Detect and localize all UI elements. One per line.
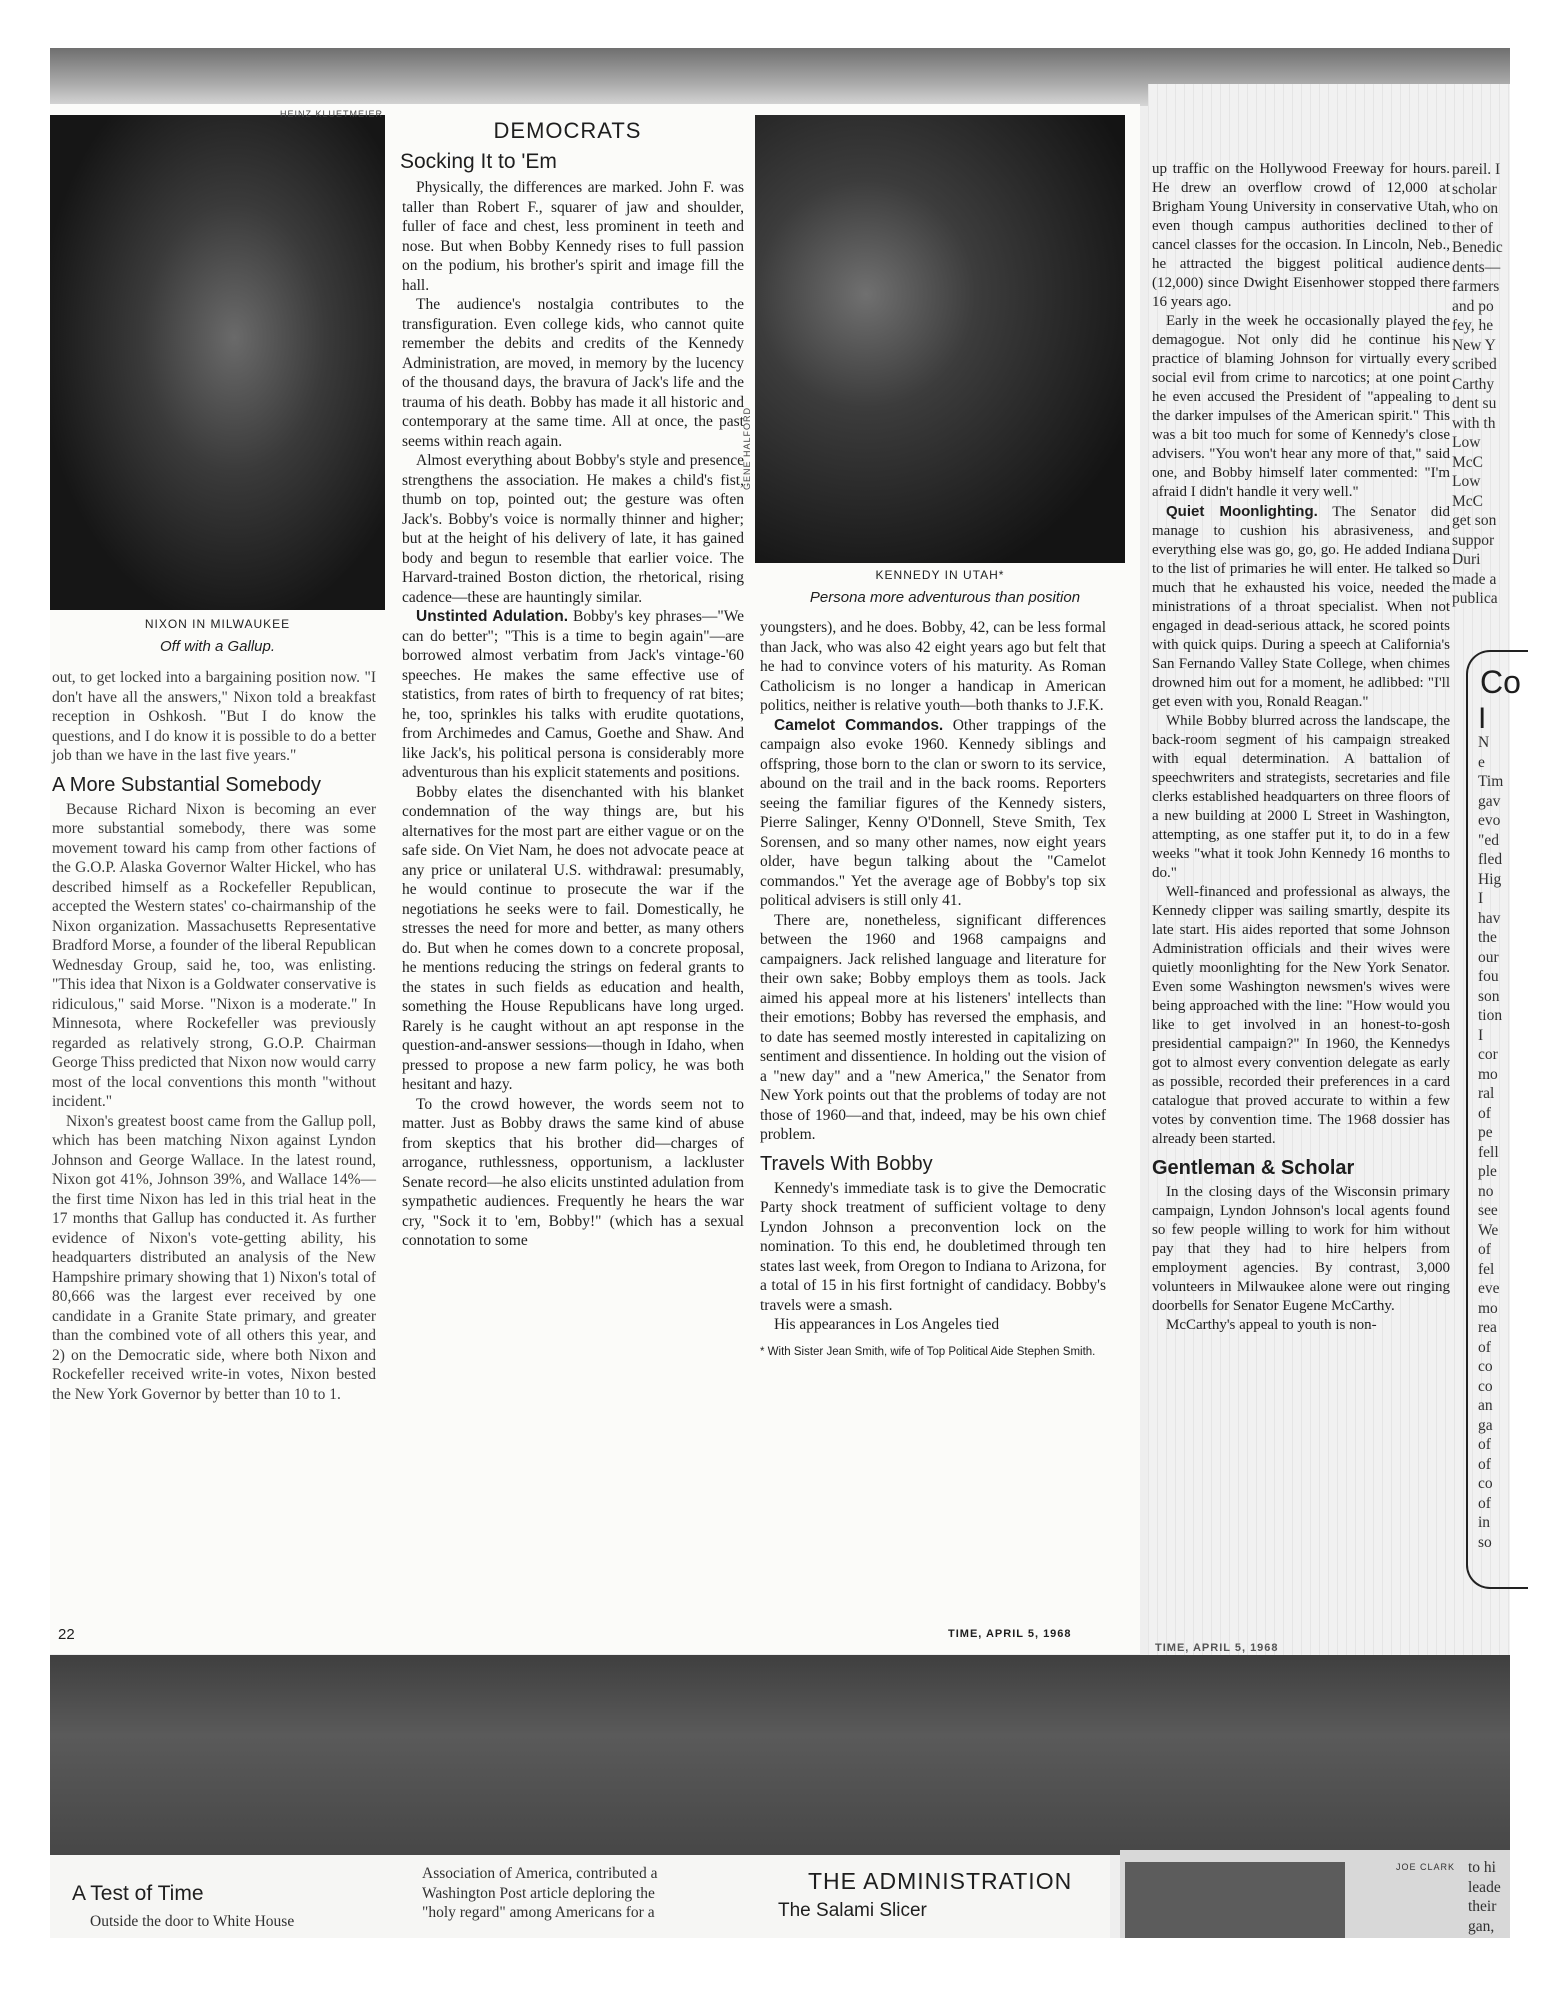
cutoff-line: farmers <box>1452 278 1500 295</box>
cutoff-strip <box>1452 160 1521 1640</box>
cutoff-line: pareil. I <box>1452 161 1501 178</box>
lead-in-text: The Senator did manage to cushion his abrasiveness, and everything else was go, go, go. He added Indiana to the list of primaries he will enter. He talked so much that he exhausted his voice, needed the ministrations of a throat specialist. When not engaged in dead-serious attack, he scored points with quick quips. During a speech at California's San Fernando Valley State College, when chimes drowned him out for a moment, he adlibbed: "I'll get even with you, Ronald Reagan." <box>1152 504 1450 710</box>
right-paragraph: His appearances in Los Angeles tied <box>774 1316 1000 1333</box>
cutoff-line: fel <box>1478 1260 1495 1278</box>
center-paragraph: To the crowd however, the words seem not to matter. Just as Bobby draws the same kind of abuse from skeptics that his brother did—charges of arrogance, ruthlessness, opportunism, a lackluster Senate record—he also elicits unstinted adulation from sympathetic audiences. Frequently he hears the war cry, "Sock it to 'em, Bobby!" (which has a sexual connotation to some <box>402 1095 744 1249</box>
cutoff-line: dent su <box>1452 395 1497 412</box>
cutoff-line: publica <box>1452 590 1498 607</box>
cutoff-line: of <box>1478 1436 1491 1453</box>
bottom-headline: The Salami Slicer <box>778 1900 927 1921</box>
lead-in-text: Other trappings of the campaign also evoke 1960. Kennedy siblings and offspring, those born to the clan or sworn to its service, abound on the trail and in the back rooms. Reporters seeing the familiar figures of the Kennedy sisters, Pierre Salinger, Kenny O'Donnell, Steve Smith, Tex Sorensen, and so many other names, now eight years older, have begun talking about the "Camelot commandos." Yet the average age of Bobby's top six political advisers is still only 41. <box>760 716 1106 909</box>
right-paragraph: youngsters), and he does. Bobby, 42, can be less formal than Jack, who was also 42 eight years ago but felt that he had to convince voters of his maturity. As Roman Catholicism is no longer a handicap in American politics, neither is relative youth—both thanks to J.F.K. <box>760 619 1106 714</box>
bottom-right-line: gan, <box>1468 1917 1495 1935</box>
cutoff-line: scholar <box>1452 180 1497 198</box>
cutoff-line: We <box>1478 1221 1499 1239</box>
cutoff-line: of <box>1478 1241 1491 1258</box>
center-column <box>402 178 744 1251</box>
cutoff-line: cor <box>1478 1046 1498 1063</box>
next-page-paragraph: McCarthy's appeal to youth is non- <box>1166 1317 1377 1333</box>
center-paragraph: Almost everything about Bobby's style and presence strengthens the association. He makes a child's fist, thumb on top, pointed out; the gesture was often Jack's. Bobby's voice is normally thinner and higher; but at the height of his delivery of late, it has gained body and begun to resemble that earlier voice. The Harvard-trained Boston diction, the rhetorical, rising cadence—these are hauntingly similar. <box>402 452 744 606</box>
cutoff-line: co <box>1478 1358 1493 1375</box>
cutoff-line: mo <box>1478 1065 1498 1083</box>
nixon-photo-caption: NIXON IN MILWAUKEE <box>144 617 291 631</box>
cutoff-line: Tim <box>1478 773 1504 790</box>
right-paragraph <box>760 716 1106 911</box>
next-page-paragraph: Early in the week he occasionally played the demagogue. Not only did he continue his practice of blaming Johnson for virtually every social evil from crime to narcotics; at one point he even accused the President of "appealing to the darker impulses of the American spirit." This was a bit too much for some of Kennedy's close advisers. "You won't hear any more of that," said one, and Bobby himself later commented: "I'm afraid I didn't handle it very well." <box>1152 313 1450 500</box>
cutoff-line: scribed <box>1452 356 1497 373</box>
cutoff-line: suppor <box>1452 531 1495 549</box>
cutoff-line: no <box>1478 1182 1494 1200</box>
next-page-paragraph <box>1152 502 1450 712</box>
kennedy-photo-credit: GENE HALFORD <box>742 406 752 490</box>
cutoff-line: our <box>1478 948 1499 966</box>
cutoff-line: fled <box>1478 851 1503 868</box>
cutoff-line: ther of <box>1452 219 1493 237</box>
cutoff-line: pe <box>1478 1124 1493 1141</box>
scan-dark-band <box>50 1655 1510 1855</box>
center-paragraph: The audience's nostalgia contributes to the transfiguration. Even college kids, who cannot quite remember the debits and credits of the Kennedy Administration, are moved, in memory by the lucency of the thousand days, the bravura of Jack's life and the trauma of his death. Bobby has made it all historic and contemporary at the same time. All at once, the past seems within reach again. <box>402 296 744 450</box>
next-page-paragraph: In the closing days of the Wisconsin primary campaign, Lyndon Johnson's local agents found so few people willing to work for him without pay that they had to hire helpers from employment agencies. By contrast, 3,000 volunteers in Milwaukee alone were out ringing doorbells for Senator Eugene McCarthy. <box>1152 1184 1450 1314</box>
cutoff-line: N <box>1478 734 1490 751</box>
next-page-footer: TIME, APRIL 5, 1968 <box>1155 1642 1279 1654</box>
bottom-middle-column <box>422 1864 752 1923</box>
cutoff-line: Low <box>1452 434 1481 451</box>
cutoff-line: tion <box>1478 1007 1503 1024</box>
left-paragraph: Nixon's greatest boost came from the Gallup poll, which has been matching Nixon against Lyndon Johnson and George Wallace. In the latest round, Nixon got 41%, Johnson 39%, and Wallace 14%—the first time Nixon has led in this trial heat in the 17 months that Gallup has conducted it. As further evidence of Nixon's vote-getting ability, his headquarters distributed an analysis of the New Hampshire primary showing that 1) Nixon's total of 80,666 was the largest ever received by one candidate in a Granite State primary, and greater than the combined vote of all others this year, and 2) on the Democratic side, where both Nixon and Rockefeller received write-in votes, Nixon bested the New York Governor by better than 10 to 1. <box>52 1112 376 1403</box>
cutoff-line: ple <box>1478 1163 1497 1180</box>
cutoff-line: made a <box>1452 570 1497 588</box>
right-column <box>760 618 1106 1360</box>
lead-in: Camelot Commandos. <box>774 716 944 734</box>
cutoff-line: Carthy <box>1452 375 1495 393</box>
cutoff-line: of <box>1478 1494 1491 1512</box>
nixon-photo-subcaption: Off with a Gallup. <box>159 638 276 655</box>
bottom-middle-line: Association of America, contributed a <box>422 1865 658 1882</box>
cutoff-line: New Y <box>1452 336 1496 354</box>
bottom-left-headline: A Test of Time <box>72 1882 204 1905</box>
nixon-photo <box>50 115 385 610</box>
cutoff-line: Hig <box>1478 870 1502 888</box>
cutoff-line: fell <box>1478 1143 1499 1161</box>
lead-in: Quiet Moonlighting. <box>1166 503 1318 520</box>
right-subhead: Travels With Bobby <box>760 1152 933 1175</box>
bottom-right-column <box>1468 1858 1510 1936</box>
cutoff-line: ral <box>1478 1085 1495 1102</box>
center-paragraph: Bobby elates the disenchanted with his blanket condemnation of the way things are, but his alternatives for the most part are either vague or on the safe side. On Viet Nam, he does not advocate peace at any price or unilateral U.S. withdrawal: presumably, he would continue to prosecute the war if the negotiations he seeks were to fail. Domestically, he stresses the need for more and better, as many others do. But when he comes down to a concrete proposal, he mentions reducing the strings on federal grants to the states in such fields as education and health, something the House Republicans have long urged. Rarely is he caught without an apt response in the question-and-answer sessions—though in Idaho, when pressed to propose a new farm policy, he was both hesitant and hazy. <box>402 783 744 1093</box>
bottom-middle-line: Washington Post article deploring the <box>422 1884 655 1902</box>
lead-in-text: Bobby's key phrases—"We can do better"; "This is a time to begin again"—are borrowed almost verbatim from Jack's vintage-'60 speeches. He makes the same effective use of statistics, from rates of birth to frequency of rat bites; he, too, sprinkles his talks with erudite quotations, from Archimedes and Camus, Goethe and Shaw. And like Jack's, his political persona is considerably more adventurous than his explicit statements and positions. <box>402 608 745 781</box>
kennedy-photo <box>755 115 1125 563</box>
center-paragraph <box>402 607 744 783</box>
cutoff-line: so <box>1478 1533 1492 1551</box>
cutoff-line: co <box>1478 1377 1493 1395</box>
cutoff-line: of <box>1478 1104 1491 1122</box>
bottom-section-title: THE ADMINISTRATION <box>808 1868 1073 1894</box>
boxed-article <box>1466 650 1528 1589</box>
cutoff-line: ga <box>1478 1416 1493 1434</box>
nixon-photo-credit: HEINZ KLUETMEIER <box>280 109 384 119</box>
boxed-article-initial: I <box>1478 702 1487 735</box>
cutoff-line: see <box>1478 1202 1498 1219</box>
cutoff-line: the <box>1478 929 1497 946</box>
cutoff-line: in <box>1478 1514 1491 1531</box>
cutoff-line: an <box>1478 1397 1493 1414</box>
cutoff-line: who on <box>1452 200 1499 217</box>
next-page-subhead: Gentleman & Scholar <box>1152 1157 1355 1179</box>
next-page-paragraph: Well-financed and professional as always, the Kennedy clipper was sailing smartly, despite its late start. His aides reported that some Johnson Administration officials and their wives were quietly moonlighting for the New York Senator. Even some Washington newsmen's wives were being approached with the line: "How would you like to get involved in an honest-to-gosh presidential campaign?" In 1960, the Kennedys got to almost every convention delegate as early as possible, recorded their preferences in a card catalogue that proved accurate to within a few votes by convention time. The 1968 dossier has already been started. <box>1152 884 1450 1147</box>
cutoff-line: fou <box>1478 968 1499 985</box>
cutoff-line: I <box>1478 1026 1484 1044</box>
right-paragraph: Kennedy's immediate task is to give the Democratic Party shock treatment of sufficient voltage to deny Lyndon Johnson a preconvention lock on the nomination. To this end, he doubletimed through ten states last week, from Oregon to Indiana to Arizona, for a total of 15 in his first fortnight of candidacy. Bobby's travels were a smash. <box>760 1179 1106 1314</box>
lead-in: Unstinted Adulation. <box>416 608 569 625</box>
cutoff-line: son <box>1478 987 1500 1005</box>
cutoff-line: McC <box>1452 453 1483 471</box>
bottom-photo <box>1125 1862 1345 1938</box>
bottom-right-line: leade <box>1468 1878 1501 1896</box>
next-page-column <box>1152 160 1450 1335</box>
bottom-left-text: Outside the door to White House <box>90 1913 295 1930</box>
footnote: * With Sister Jean Smith, wife of Top Political Aide Stephen Smith. <box>760 1345 1096 1358</box>
boxed-article-title: Co <box>1480 664 1521 700</box>
left-column-intro <box>52 668 376 766</box>
left-paragraph: out, to get locked into a bargaining position now. "I don't have all the answers," Nixon told a breakfast reception in Oshkosh. "But I do know the questions, and I do know it is possible to do a better job than we have in the last five years." <box>52 669 376 764</box>
left-column <box>52 668 376 1404</box>
cutoff-line: mo <box>1478 1299 1498 1317</box>
right-paragraph: There are, nonetheless, significant differences between the 1960 and 1968 campaigns and campaigners. Jack relished language and literature for their own sake; Bobby employs them as tools. Jack aimed his appeal more at his listeners' intellects than their emotions; Bobby has reversed the emphasis, and to date has seemed mostly interested in capitalizing on sentiment and dissentience. In holding out the vision of a "new day" and a "new America," the Senator from New York points out that the problems of today are not those of 1960—and that, indeed, may be his own chief problem. <box>760 911 1106 1143</box>
cutoff-line: evo <box>1478 812 1501 829</box>
page-footer: TIME, APRIL 5, 1968 <box>948 1628 1072 1640</box>
cutoff-line: of <box>1478 1455 1491 1473</box>
cutoff-line: "ed <box>1478 831 1499 849</box>
cutoff-line: eve <box>1478 1280 1500 1297</box>
cutoff-line: with th <box>1452 414 1496 432</box>
kennedy-photo-subcaption: Persona more adventurous than position <box>809 589 1081 606</box>
section-title: DEMOCRATS <box>493 118 642 143</box>
page-number: 22 <box>58 1626 75 1643</box>
cutoff-line: dents— <box>1452 258 1501 276</box>
next-page-paragraph: While Bobby blurred across the landscape, the back-room segment of his campaign streaked with equal determination. A battalion of speechwriters and strategists, secretaries and file clerks established headquarters on three floors of a new building at 2000 L Street in Washington, attempting, as one staffer put it, to do in a few weeks "what it took John Kennedy 16 months to do." <box>1152 713 1450 881</box>
bottom-right-line: to hi <box>1468 1859 1496 1876</box>
center-paragraph: Physically, the differences are marked. John F. was taller than Robert F., squarer of jaw and shoulder, fuller of face and chest, less prominent in teeth and nose. But when Bobby Kennedy rises to full passion on the podium, his brother's spirit and image fill the hall. <box>402 179 744 294</box>
cutoff-line: Low <box>1452 473 1481 490</box>
cutoff-line: get son <box>1452 512 1497 529</box>
cutoff-strip-lines <box>1452 160 1510 609</box>
cutoff-line: of <box>1478 1338 1491 1356</box>
cutoff-line: rea <box>1478 1319 1497 1336</box>
bottom-middle-line: "holy regard" among Americans for a <box>422 1904 655 1921</box>
left-subhead: A More Substantial Somebody <box>52 773 322 796</box>
cutoff-line: Benedic <box>1452 239 1503 256</box>
cutoff-line: e <box>1478 753 1485 771</box>
cutoff-line: Duri <box>1452 551 1481 568</box>
next-page-paragraph: up traffic on the Hollywood Freeway for hours. He drew an overflow crowd of 12,000 at Brigham Young University in conservative Utah, even though campus authorities declined to cancel classes for the occasion. In Lincoln, Neb., he attracted the biggest political audience (12,000) since Dwight Eisenhower stopped there 16 years ago. <box>1152 161 1450 310</box>
cutoff-line: and po <box>1452 297 1494 315</box>
bottom-photo-credit: JOE CLARK <box>1396 1862 1456 1872</box>
headline: Socking It to 'Em <box>400 150 557 173</box>
cutoff-line: McC <box>1452 492 1483 510</box>
cutoff-line: fey, he <box>1452 317 1494 334</box>
boxed-article-lines <box>1478 733 1528 1552</box>
bottom-right-line: their <box>1468 1898 1497 1915</box>
cutoff-line: gav <box>1478 792 1501 810</box>
cutoff-line: hav <box>1478 909 1501 927</box>
cutoff-line: I <box>1478 890 1484 907</box>
kennedy-photo-caption: KENNEDY IN UTAH* <box>875 568 1005 582</box>
left-paragraph: Because Richard Nixon is becoming an ever more substantial somebody, there was some movement toward his camp from other factions of the G.O.P. Alaska Governor Walter Hickel, who has described himself as a Rockefeller Republican, accepted the Western states' co-chairmanship of the Nixon organization. Massachusetts Representative Bradford Morse, a founder of the liberal Republican Wednesday Group, said he, too, was enlisting. "This idea that Nixon is a Goldwater conservative is ridiculous," said Morse. "Nixon is a moderate." In Minnesota, where Rockefeller was previously regarded as relatively strong, G.O.P. Chairman George Thiss predicted that Nixon now would carry most of the local conventions this month "without incident." <box>52 800 376 1110</box>
cutoff-line: co <box>1478 1475 1493 1492</box>
